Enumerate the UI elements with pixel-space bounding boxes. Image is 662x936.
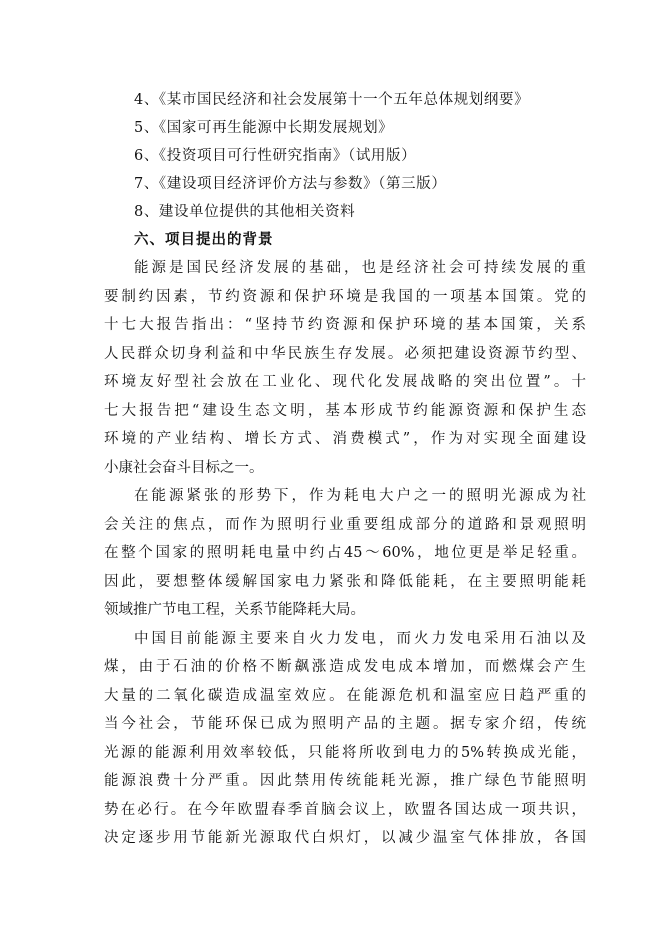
paragraph-line: 当今社会，节能环保已成为照明产品的主题。据专家介绍，传统 — [104, 716, 586, 732]
paragraph-line: 小康社会奋斗目标之一。 — [104, 459, 264, 476]
paragraph-line: 环境友好型社会放在工业化、现代化发展战略的突出位置”。十 — [104, 374, 586, 390]
reference-item: 6、《投资项目可行性研究指南》（试用版） — [134, 148, 417, 164]
paragraph-line: 十七大报告指出：“坚持节约资源和保护环境的基本国策，关系 — [104, 317, 586, 333]
reference-list — [134, 86, 594, 226]
paragraph-line: 势在必行。在今年欧盟春季首脑会议上，欧盟各国达成一项共识， — [104, 801, 586, 818]
paragraph-line: 煤，由于石油的价格不断飙涨造成发电成本增加，而燃煤会产生 — [104, 659, 586, 675]
paragraph-line: 中国目前能源主要来自火力发电，而火力发电采用石油以及 — [134, 630, 586, 647]
paragraph-line: 会关注的焦点，而作为照明行业重要组成部分的道路和景观照明 — [104, 516, 586, 533]
paragraph-line: 因此，要想整体缓解国家电力紧张和降低能耗，在主要照明能耗 — [104, 573, 586, 590]
reference-item: 7、《建设项目经济评价方法与参数》（第三版） — [134, 176, 447, 192]
body-text — [104, 254, 586, 853]
paragraph-energy-foundation — [104, 254, 586, 482]
paragraph-line: 光源的能源利用效率较低，只能将所收到电力的5%转换成光能， — [104, 744, 586, 761]
paragraph-line: 领域推广节电工程，关系节能降耗大局。 — [104, 602, 365, 618]
reference-item: 8、建设单位提供的其他相关资料 — [134, 204, 356, 220]
paragraph-lighting-energy — [104, 482, 586, 625]
paragraph-line: 要制约因素，节约资源和保护环境是我国的一项基本国策。党的 — [104, 288, 586, 305]
paragraph-line: 能源浪费十分严重。因此禁用传统能耗光源，推广绿色节能照明 — [104, 773, 586, 789]
paragraph-line: 人民群众切身利益和中华民族生存发展。必须把建设资源节约型、 — [104, 345, 586, 362]
paragraph-line: 大量的二氧化碳造成温室效应。在能源危机和温室应日趋严重的 — [104, 687, 586, 704]
paragraph-china-energy — [104, 625, 586, 853]
reference-item: 5、《国家可再生能源中长期发展规划》 — [134, 120, 394, 136]
paragraph-line: 在能源紧张的形势下，作为耗电大户之一的照明光源成为社 — [134, 488, 586, 504]
paragraph-line: 决定逐步用节能新光源取代白炽灯，以减少温室气体排放，各国 — [104, 830, 586, 846]
section-heading: 六、项目提出的背景 — [134, 231, 274, 248]
reference-item: 4、《某市国民经济和社会发展第十一个五年总体规划纲要》 — [134, 92, 530, 108]
paragraph-line: 七大报告把“建设生态文明，基本形成节约能源资源和保护生态 — [104, 402, 586, 419]
paragraph-line: 能源是国民经济发展的基础，也是经济社会可持续发展的重 — [134, 260, 586, 276]
paragraph-line: 环境的产业结构、增长方式、消费模式”，作为对实现全面建设 — [104, 431, 586, 447]
paragraph-line: 在整个国家的照明耗电量中约占45～60%，地位更是举足轻重。 — [104, 545, 586, 561]
